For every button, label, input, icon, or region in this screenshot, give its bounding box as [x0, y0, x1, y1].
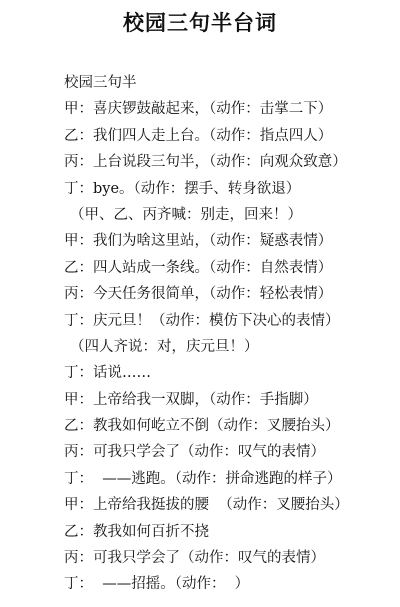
script-line: 丁： ——逃跑。（动作：拼命逃跑的样子） — [64, 470, 342, 487]
stage-direction-line: （四人齐说：对，庆元旦！） — [70, 338, 259, 355]
script-line: 丁：话说…… — [64, 365, 151, 382]
script-line: 乙：我们四人走上台。（动作：指点四人） — [64, 127, 333, 144]
script-line: 丙：今天任务很简单，（动作：轻松表情） — [64, 286, 333, 303]
script-line: 甲：上帝给我挺拔的腰 （动作：叉腰抬头） — [64, 497, 349, 514]
script-line: 甲：我们为啥这里站，（动作：疑惑表情） — [64, 233, 333, 250]
script-line: 丁：bye。（动作：摆手、转身欲退） — [64, 180, 301, 197]
script-line: 丁：庆元旦！（动作：模仿下决心的表情） — [64, 312, 340, 329]
script-line: 丙：上台说段三句半，（动作：向观众致意） — [64, 154, 347, 171]
script-line: 丁： ——招摇。（动作： ） — [64, 576, 250, 593]
document-title: 校园三句半台词 — [123, 11, 277, 35]
script-line: 乙：四人站成一条线。（动作：自然表情） — [64, 259, 333, 276]
script-line: 乙：教我如何屹立不倒（动作：叉腰抬头） — [64, 418, 340, 435]
subtitle-line: 校园三句半 — [64, 75, 137, 91]
stage-direction-line: （甲、乙、丙齐喊：别走，回来！） — [70, 206, 302, 223]
script-body — [64, 70, 394, 598]
script-line: 丙：可我只学会了（动作：叹气的表情） — [64, 444, 325, 461]
script-line: 乙：教我如何百折不挠 — [64, 523, 209, 540]
script-line: 甲：上帝给我一双脚，（动作：手指脚） — [64, 391, 318, 408]
script-line: 甲：喜庆锣鼓敲起来，（动作：击掌二下） — [64, 101, 333, 118]
script-line: 丙：可我只学会了（动作：叹气的表情） — [64, 550, 325, 567]
